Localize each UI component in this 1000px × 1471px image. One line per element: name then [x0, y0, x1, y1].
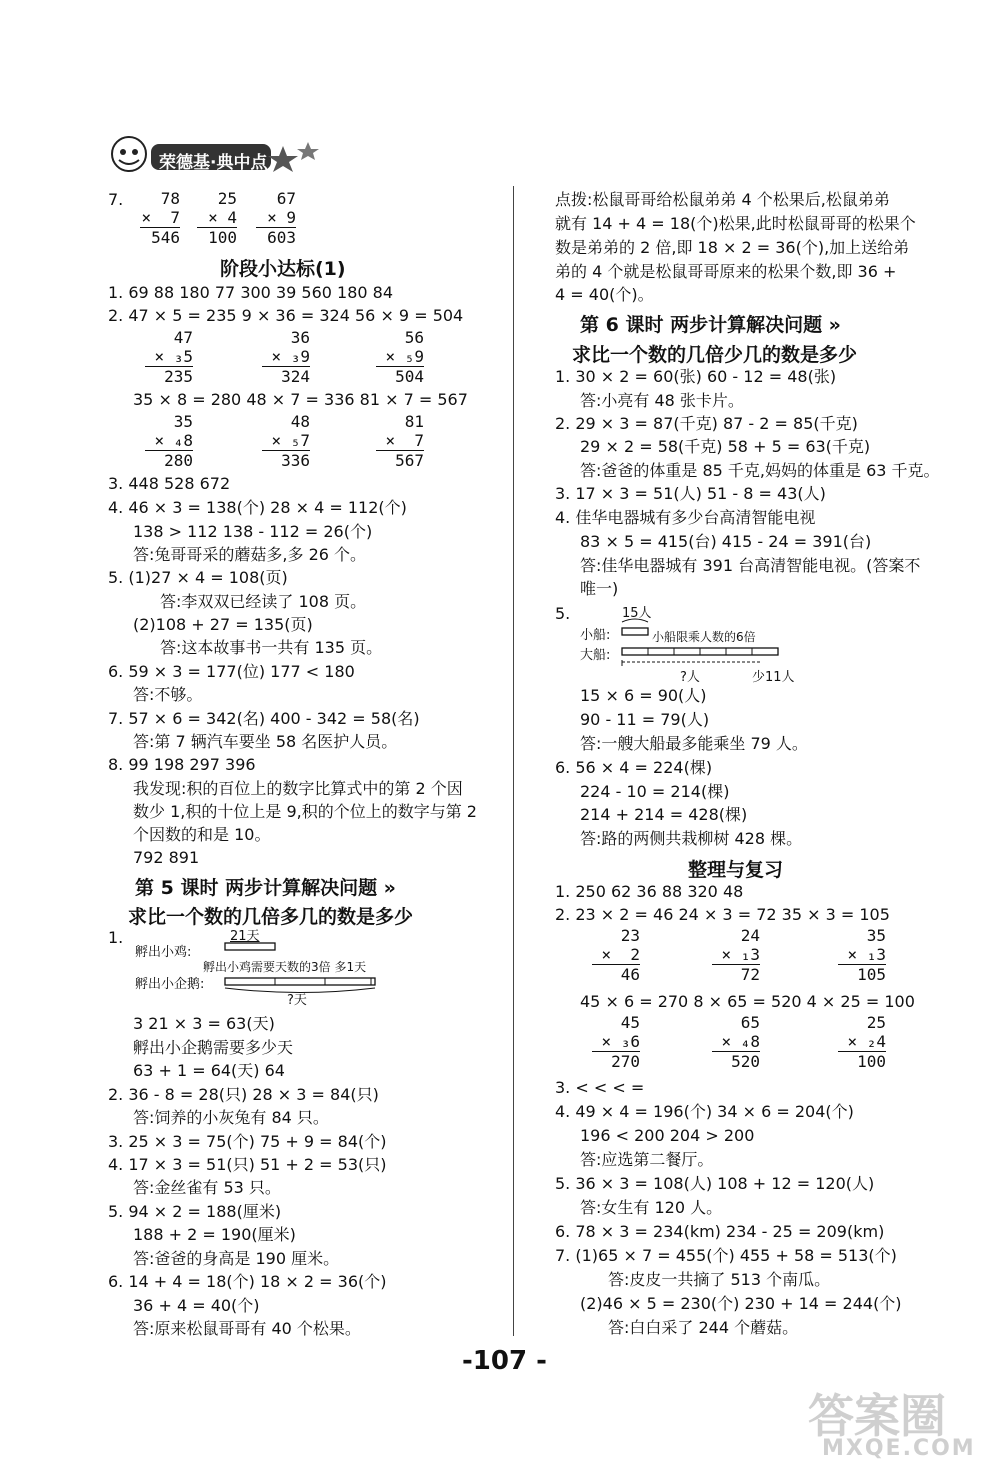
l5a: 5. 94 × 2 = 188(厘米) [108, 1202, 282, 1221]
l3: 3. 25 × 3 = 75(个) 75 + 9 = 84(个) [108, 1132, 387, 1151]
r6d: 答:路的两侧共栽柳树 428 棵。 [580, 829, 803, 848]
l6c: 答:原来松鼠哥哥有 40 个松果。 [133, 1319, 361, 1338]
r4d: 唯一) [580, 579, 619, 598]
r2a: 2. 29 × 3 = 87(千克) 87 - 2 = 85(千克) [555, 414, 858, 433]
page-number: -107 - [462, 1346, 547, 1376]
s7a: 7. 57 × 6 = 342(名) 400 - 342 = 58(名) [108, 709, 420, 728]
v2a: 2. 23 × 2 = 46 24 × 3 = 72 35 × 3 = 105 [555, 905, 890, 924]
s8a: 8. 99 198 297 396 [108, 755, 256, 774]
l1-penguin-label: 孵出小企鹅: [135, 977, 205, 992]
s3: 3. 448 528 672 [108, 474, 231, 493]
l4a: 4. 17 × 3 = 51(只) 51 + 2 = 53(只) [108, 1155, 387, 1174]
s2-calc-5: 48 × ₅7 336 [262, 412, 310, 470]
r5-question-label: ?人 [680, 670, 700, 685]
s2-calc-4: 35 × ₄8 280 [145, 412, 193, 470]
r1a: 1. 30 × 2 = 60(张) 60 - 12 = 48(张) [555, 367, 837, 386]
v4b: 196 < 200 204 > 200 [580, 1126, 755, 1145]
lesson6-subtitle: 求比一个数的几倍少几的数是多少 [572, 344, 858, 366]
r5-label: 5. [555, 604, 571, 623]
l1a: 3 21 × 3 = 63(天) [133, 1014, 275, 1033]
s5d: 答:这本故事书一共有 135 页。 [160, 638, 383, 657]
v2-calc-3: 35 × ₁3 105 [838, 926, 886, 984]
v3: 3. < < < = [555, 1078, 645, 1097]
l6a: 6. 14 + 4 = 18(个) 18 × 2 = 36(个) [108, 1272, 387, 1291]
r6b: 224 - 10 = 214(棵) [580, 782, 730, 801]
s8e: 792 891 [133, 848, 200, 867]
l2b: 答:饲养的小灰兔有 84 只。 [133, 1108, 329, 1127]
brand-text: 荣德基·典中点 [159, 153, 268, 173]
s8b: 我发现:积的百位上的数字比算式中的第 2 个因 [133, 779, 463, 798]
s8c: 数少 1,积的十位上是 9,积的个位上的数字与第 2 [133, 802, 477, 821]
q7-calc-1: 78 × 7 546 [141, 189, 180, 247]
r5a: 15 × 6 = 90(人) [580, 686, 707, 705]
v2-calc-2: 24 × ₁3 72 [712, 926, 760, 984]
r5-small-boat-label: 小船: [580, 628, 611, 643]
v2-calc-5: 65 × ₄8 520 [712, 1013, 760, 1071]
tip-line-2: 就有 14 + 4 = 18(个)松果,此时松鼠哥哥的松果个 [555, 214, 916, 233]
v2-calc-4: 45 × ₃6 270 [592, 1013, 640, 1071]
watermark-url: MXQE.COM [822, 1436, 976, 1461]
v2-calc-6: 25 × ₂4 100 [838, 1013, 886, 1071]
r4b: 83 × 5 = 415(台) 415 - 24 = 391(台) [580, 532, 872, 551]
brand-logo [105, 132, 325, 180]
l1-relation-label: 孵出小鸡需要天数的3倍 多1天 [203, 960, 367, 974]
l4b: 答:金丝雀有 53 只。 [133, 1178, 281, 1197]
q7-label: 7. [108, 190, 124, 209]
v5a: 5. 36 × 3 = 108(人) 108 + 12 = 120(人) [555, 1174, 875, 1193]
tip-line-5: 4 = 40(个)。 [555, 285, 654, 304]
l1-question-label: ?天 [287, 993, 307, 1008]
s1: 1. 69 88 180 77 300 39 560 180 84 [108, 283, 393, 302]
s4a: 4. 46 × 3 = 138(个) 28 × 4 = 112(个) [108, 498, 407, 517]
s6b: 答:不够。 [133, 685, 203, 704]
s2-calc-3: 56 × ₅9 504 [376, 328, 424, 386]
s2-calc-1: 47 × ₃5 235 [145, 328, 193, 386]
l1-chick-label: 孵出小鸡: [135, 945, 192, 960]
v7a: 7. (1)65 × 7 = 455(个) 455 + 58 = 513(个) [555, 1246, 897, 1265]
l1c: 63 + 1 = 64(天) 64 [133, 1061, 285, 1080]
s7b: 答:第 7 辆汽车要坐 58 名医护人员。 [133, 732, 398, 751]
r6c: 214 + 214 = 428(棵) [580, 805, 748, 824]
lesson6-title: 第 6 课时 两步计算解决问题 » [580, 314, 841, 336]
v7c: (2)46 × 5 = 230(个) 230 + 14 = 244(个) [580, 1294, 902, 1313]
s8d: 个因数的和是 10。 [133, 825, 271, 844]
stage-title: 阶段小达标(1) [220, 258, 346, 280]
tip-line-4: 弟的 4 个就是松鼠哥哥原来的松果个数,即 36 + [555, 262, 897, 281]
r4a: 4. 佳华电器城有多少台高清智能电视 [555, 508, 816, 527]
l1-label: 1. [108, 928, 124, 947]
v2-calc-1: 23 × 2 46 [592, 926, 640, 984]
l2a: 2. 36 - 8 = 28(只) 28 × 3 = 84(只) [108, 1085, 379, 1104]
r5b: 90 - 11 = 79(人) [580, 710, 710, 729]
s2a: 2. 47 × 5 = 235 9 × 36 = 324 56 × 9 = 504 [108, 306, 464, 325]
v4a: 4. 49 × 4 = 196(个) 34 × 6 = 204(个) [555, 1102, 854, 1121]
s2-calc-6: 81 × 7 567 [376, 412, 424, 470]
s5b: 答:李双双已经读了 108 页。 [160, 592, 367, 611]
v1: 1. 250 62 36 88 320 48 [555, 882, 744, 901]
tip-line-3: 数是弟弟的 2 倍,即 18 × 2 = 36(个),加上送给弟 [555, 238, 910, 257]
s2b: 35 × 8 = 280 48 × 7 = 336 81 × 7 = 567 [133, 390, 468, 409]
r1b: 答:小亮有 48 张卡片。 [580, 391, 744, 410]
r5-less-label: 少11人 [752, 670, 795, 685]
l5b: 188 + 2 = 190(厘米) [133, 1225, 296, 1244]
r4c: 答:佳华电器城有 391 台高清智能电视。(答案不 [580, 556, 921, 575]
v2b: 45 × 6 = 270 8 × 65 = 520 4 × 25 = 100 [580, 992, 915, 1011]
r2b: 29 × 2 = 58(千克) 58 + 5 = 63(千克) [580, 437, 871, 456]
r5-big-boat-label: 大船: [580, 648, 611, 663]
tip-line-1: 点拨:松鼠哥哥给松鼠弟弟 4 个松果后,松鼠弟弟 [555, 190, 890, 209]
s4c: 答:兔哥哥采的蘑菇多,多 26 个。 [133, 545, 367, 564]
l1b: 孵出小企鹅需要多少天 [133, 1038, 294, 1057]
r3: 3. 17 × 3 = 51(人) 51 - 8 = 43(人) [555, 484, 826, 503]
v6: 6. 78 × 3 = 234(km) 234 - 25 = 209(km) [555, 1222, 885, 1241]
v7d: 答:白白采了 244 个蘑菇。 [608, 1318, 799, 1337]
s5c: (2)108 + 27 = 135(页) [133, 615, 313, 634]
s4b: 138 > 112 138 - 112 = 26(个) [133, 522, 373, 541]
r6a: 6. 56 × 4 = 224(棵) [555, 758, 713, 777]
watermark-logo: 答案圈 [808, 1389, 946, 1443]
v5b: 答:女生有 120 人。 [580, 1198, 723, 1217]
lesson5-title: 第 5 课时 两步计算解决问题 » [135, 877, 396, 899]
r5-line-diagram [580, 600, 810, 685]
column-divider [513, 186, 514, 1336]
review-title: 整理与复习 [688, 859, 784, 881]
s2-calc-2: 36 × ₃9 324 [262, 328, 310, 386]
l5c: 答:爸爸的身高是 190 厘米。 [133, 1249, 340, 1268]
s5a: 5. (1)27 × 4 = 108(页) [108, 568, 288, 587]
l6b: 36 + 4 = 40(个) [133, 1296, 260, 1315]
v7b: 答:皮皮一共摘了 513 个南瓜。 [608, 1270, 831, 1289]
q7-calc-2: 25 × 4 100 [197, 189, 237, 247]
r5c: 答:一艘大船最多能乘坐 79 人。 [580, 734, 808, 753]
v4c: 答:应选第二餐厅。 [580, 1150, 714, 1169]
r5-small-count: 15人 [622, 606, 652, 621]
s6a: 6. 59 × 3 = 177(位) 177 < 180 [108, 662, 355, 681]
l1-line-diagram [135, 925, 395, 1008]
r5-relation-label: 小船限乘人数的6倍 [652, 630, 756, 644]
lesson5-subtitle: 求比一个数的几倍多几的数是多少 [128, 906, 414, 928]
l1-days-label: 21天 [230, 929, 260, 944]
q7-calc-3: 67 × 9 603 [256, 189, 296, 247]
r2c: 答:爸爸的体重是 85 千克,妈妈的体重是 63 千克。 [580, 461, 940, 480]
